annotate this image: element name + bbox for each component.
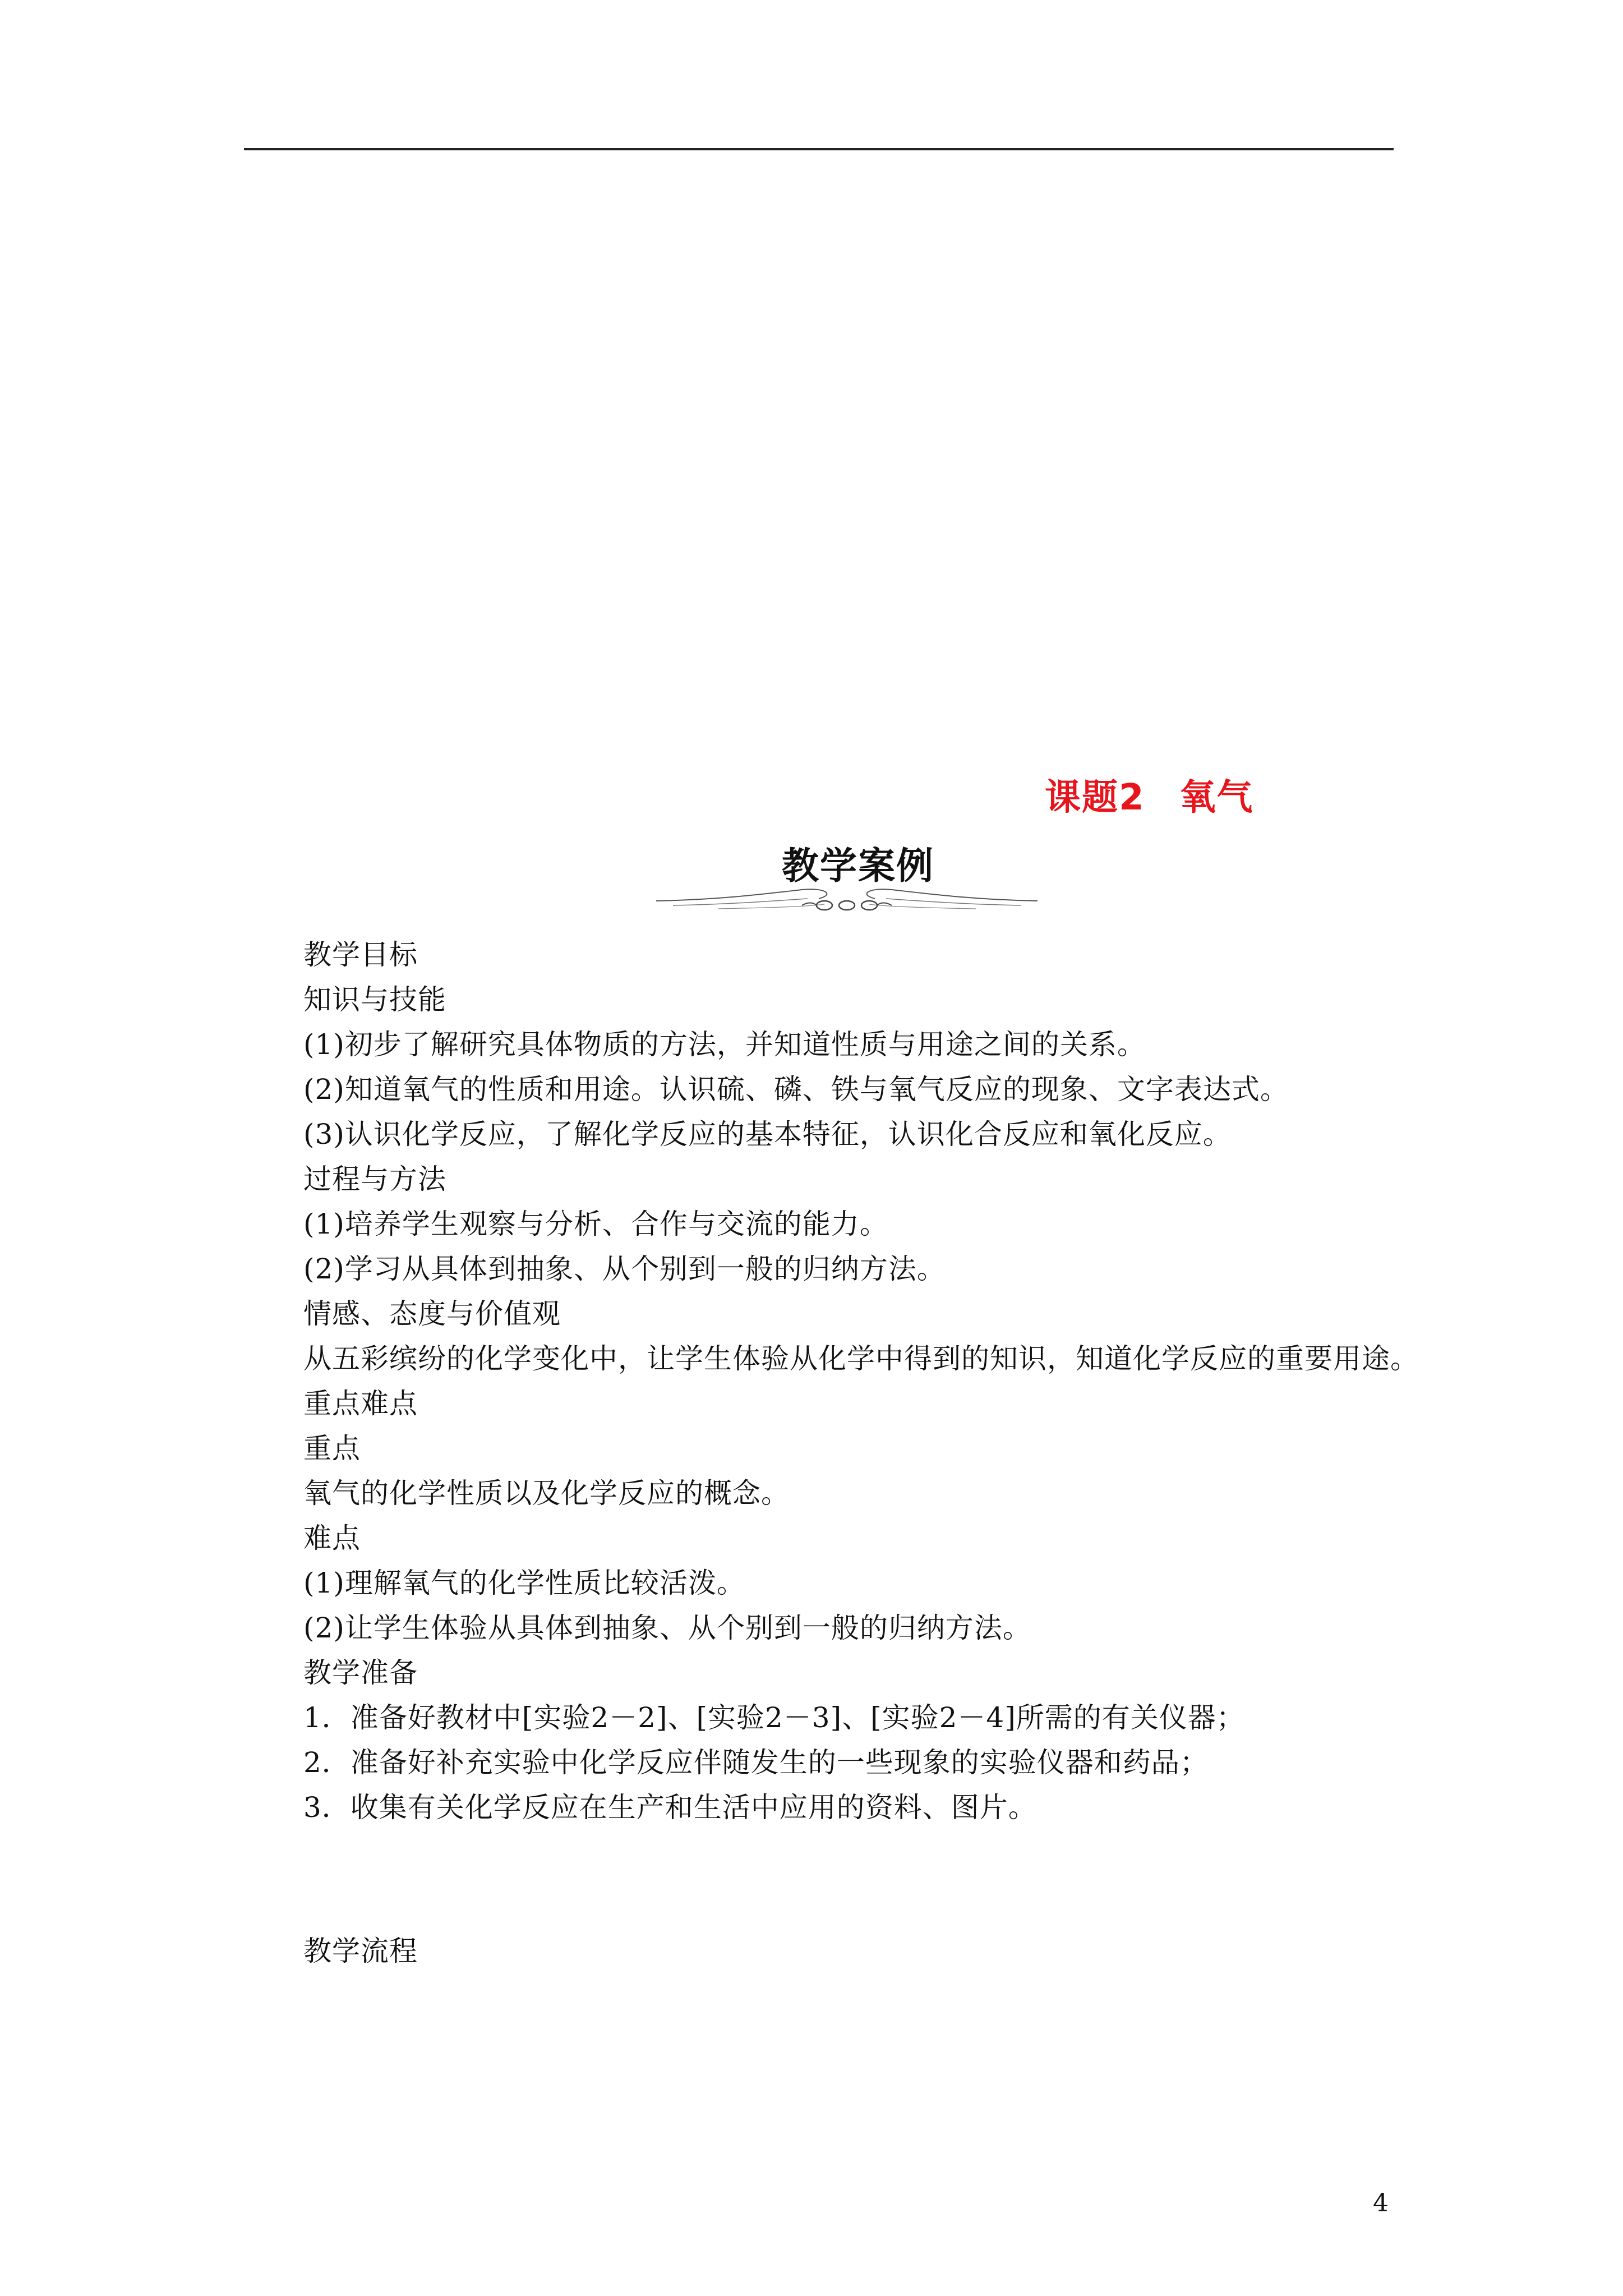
preparation-item: 1．准备好教材中[实验2－2]、[实验2－3]、[实验2－4]所需的有关仪器； bbox=[303, 1701, 1245, 1734]
objective-item: (1)初步了解研究具体物质的方法，并知道性质与用途之间的关系。 bbox=[303, 1028, 1146, 1061]
heading-teaching-preparation: 教学准备 bbox=[303, 1657, 418, 1689]
lesson-plan-body bbox=[303, 932, 1419, 1973]
objective-item: 从五彩缤纷的化学变化中，让学生体验从化学中得到的知识，知道化学反应的重要用途。 bbox=[303, 1342, 1419, 1375]
lesson-number: 课题2 bbox=[1045, 777, 1145, 818]
subheading-difficult-points: 难点 bbox=[303, 1522, 361, 1554]
key-point-item: 氧气的化学性质以及化学反应的概念。 bbox=[303, 1477, 790, 1510]
heading-teaching-objectives: 教学目标 bbox=[303, 938, 418, 971]
heading-ornament bbox=[651, 882, 1043, 921]
lesson-title bbox=[1045, 769, 1254, 820]
objective-item: (2)学习从具体到抽象、从个别到一般的归纳方法。 bbox=[303, 1253, 946, 1285]
objective-item: (2)知道氧气的性质和用途。认识硫、磷、铁与氧气反应的现象、文字表达式。 bbox=[303, 1073, 1289, 1106]
subheading-attitudes-values: 情感、态度与价值观 bbox=[303, 1297, 561, 1330]
preparation-item: 2．准备好补充实验中化学反应伴随发生的一些现象的实验仪器和药品； bbox=[303, 1746, 1209, 1779]
subheading-process-methods: 过程与方法 bbox=[303, 1163, 446, 1195]
difficult-point-item: (1)理解氧气的化学性质比较活泼。 bbox=[303, 1567, 745, 1599]
header-rule bbox=[244, 148, 1394, 150]
section-heading: 教学案例 bbox=[782, 844, 934, 887]
preparation-item: 3．收集有关化学反应在生产和生活中应用的资料、图片。 bbox=[303, 1791, 1037, 1824]
subheading-knowledge-skills: 知识与技能 bbox=[303, 983, 446, 1016]
objective-item: (3)认识化学反应，了解化学反应的基本特征，认识化合反应和氧化反应。 bbox=[303, 1118, 1232, 1151]
heading-key-difficult-points: 重点难点 bbox=[303, 1387, 418, 1420]
page-number: 4 bbox=[1373, 2189, 1389, 2217]
difficult-point-item: (2)让学生体验从具体到抽象、从个别到一般的归纳方法。 bbox=[303, 1612, 1031, 1644]
objective-item: (1)培养学生观察与分析、合作与交流的能力。 bbox=[303, 1208, 888, 1240]
heading-teaching-flow: 教学流程 bbox=[303, 1935, 418, 1967]
subheading-key-points: 重点 bbox=[303, 1432, 361, 1465]
lesson-topic: 氧气 bbox=[1179, 777, 1254, 818]
